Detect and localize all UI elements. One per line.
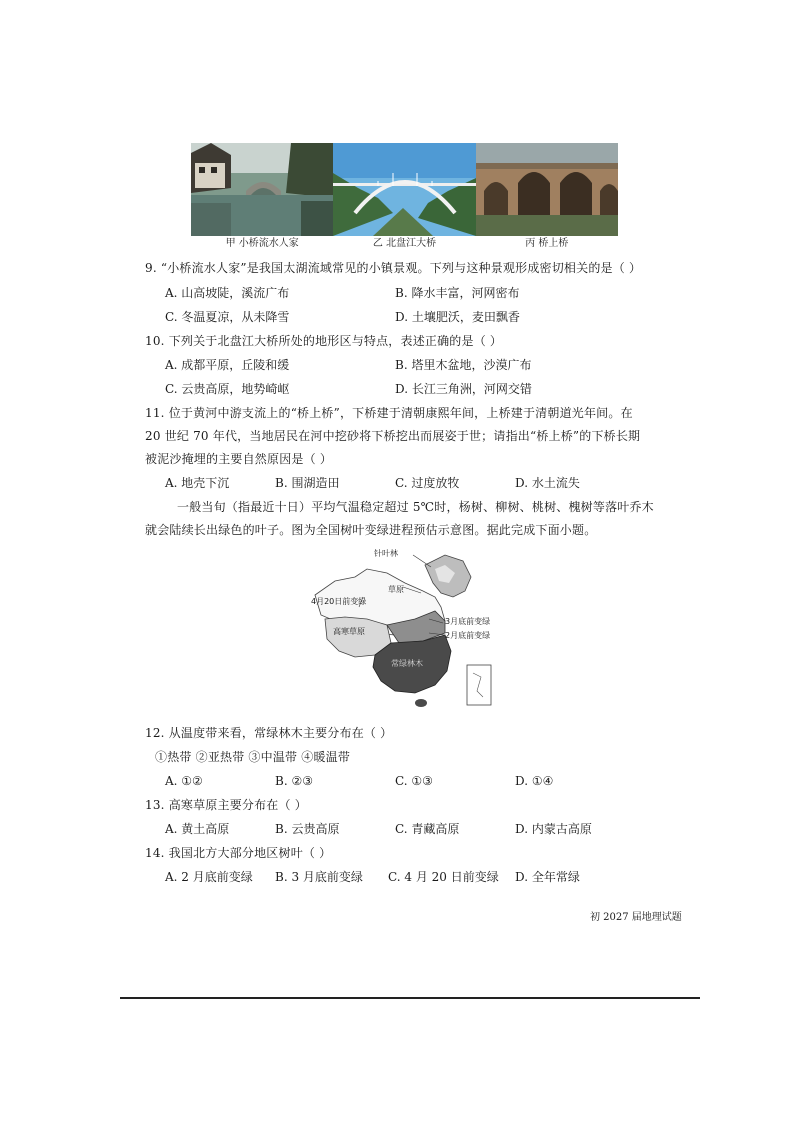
q11-option-b[interactable]: B. 围湖造田 <box>275 476 340 490</box>
q14-option-d[interactable]: D. 全年常绿 <box>515 870 580 884</box>
map-label-grassland: 草原 <box>388 585 404 594</box>
q11-stem-line1: 11. 位于黄河中游支流上的“桥上桥”，下桥建于清朝康熙年间，上桥建于清朝道光年间。在 <box>145 406 633 420</box>
leaf-greening-map <box>295 547 510 709</box>
q10-stem: 10. 下列关于北盘江大桥所处的地形区与特点，表述正确的是（ ） <box>145 334 503 348</box>
china-map-figure <box>295 547 510 709</box>
q12-option-b[interactable]: B. ②③ <box>275 774 313 788</box>
q11-stem-line2: 20 世纪 70 年代，当地居民在河中挖砂将下桥挖出而展姿于世；请指出“桥上桥”的下桥长期 <box>145 429 641 443</box>
q9-option-d[interactable]: D. 土壤肥沃，麦田飘香 <box>395 310 520 324</box>
q13-option-c[interactable]: C. 青藏高原 <box>395 822 460 836</box>
footer-exam-title: 初 2027 届地理试题 <box>590 912 682 923</box>
q12-option-d[interactable]: D. ①④ <box>515 774 554 788</box>
q12-option-c[interactable]: C. ①③ <box>395 774 433 788</box>
q11-option-c[interactable]: C. 过度放牧 <box>395 476 460 490</box>
q13-option-a[interactable]: A. 黄土高原 <box>165 822 230 836</box>
map-label-march-end: 3月底前变绿 <box>445 617 491 626</box>
q11-option-a[interactable]: A. 地壳下沉 <box>165 476 230 490</box>
q12-option-a[interactable]: A. ①② <box>165 774 203 788</box>
q9-option-b[interactable]: B. 降水丰富，河网密布 <box>395 286 520 300</box>
photo-captions <box>191 236 618 252</box>
intro-line1: 一般当旬（指最近十日）平均气温稳定超过 5℃时，杨树、柳树、桃树、槐树等落叶乔木 <box>177 500 654 514</box>
q14-option-c[interactable]: C. 4 月 20 日前变绿 <box>388 870 499 884</box>
q11-option-d[interactable]: D. 水土流失 <box>515 476 580 490</box>
photo-small-bridge-village <box>191 143 333 236</box>
photo-strip <box>191 143 618 236</box>
map-label-conifer: 针叶林 <box>374 549 398 558</box>
caption-bing: 丙 桥上桥 <box>525 238 569 249</box>
q13-option-d[interactable]: D. 内蒙古高原 <box>515 822 592 836</box>
photo-beipanjiang-bridge <box>333 143 475 236</box>
map-label-feb-end: 2月底前变绿 <box>445 631 491 640</box>
photo-bridge-on-bridge <box>476 143 618 236</box>
q10-option-a[interactable]: A. 成都平原，丘陵和缓 <box>165 358 290 372</box>
q10-option-c[interactable]: C. 云贵高原，地势崎岖 <box>165 382 290 396</box>
q10-option-d[interactable]: D. 长江三角洲，河网交错 <box>395 382 532 396</box>
map-label-alpine: 高寒草原 <box>333 627 365 636</box>
q13-option-b[interactable]: B. 云贵高原 <box>275 822 340 836</box>
q11-stem-line3: 被泥沙掩埋的主要自然原因是（ ） <box>145 452 333 466</box>
map-label-april20: 4月20日前变绿 <box>311 597 367 606</box>
q9-option-a[interactable]: A. 山高坡陡，溪流广布 <box>165 286 290 300</box>
q9-stem: 9. “小桥流水人家”是我国太湖流域常见的小镇景观。下列与这种景观形成密切相关的是（ ） <box>145 261 642 275</box>
q13-stem: 13. 高寒草原主要分布在（ ） <box>145 798 307 812</box>
q14-option-a[interactable]: A. 2 月底前变绿 <box>165 870 253 884</box>
q12-stem: 12. 从温度带来看，常绿林木主要分布在（ ） <box>145 726 393 740</box>
q14-stem: 14. 我国北方大部分地区树叶（ ） <box>145 846 332 860</box>
caption-yi: 乙 北盘江大桥 <box>372 238 437 249</box>
q12-choices: ①热带 ②亚热带 ③中温带 ④暖温带 <box>155 750 351 764</box>
q9-option-c[interactable]: C. 冬温夏凉，从未降雪 <box>165 310 290 324</box>
bottom-rule <box>120 997 700 999</box>
caption-jia: 甲 小桥流水人家 <box>225 238 299 249</box>
q14-option-b[interactable]: B. 3 月底前变绿 <box>275 870 363 884</box>
q10-option-b[interactable]: B. 塔里木盆地，沙漠广布 <box>395 358 532 372</box>
intro-line2: 就会陆续长出绿色的叶子。图为全国树叶变绿进程预估示意图。据此完成下面小题。 <box>145 523 597 537</box>
map-label-evergreen: 常绿林木 <box>391 659 423 668</box>
